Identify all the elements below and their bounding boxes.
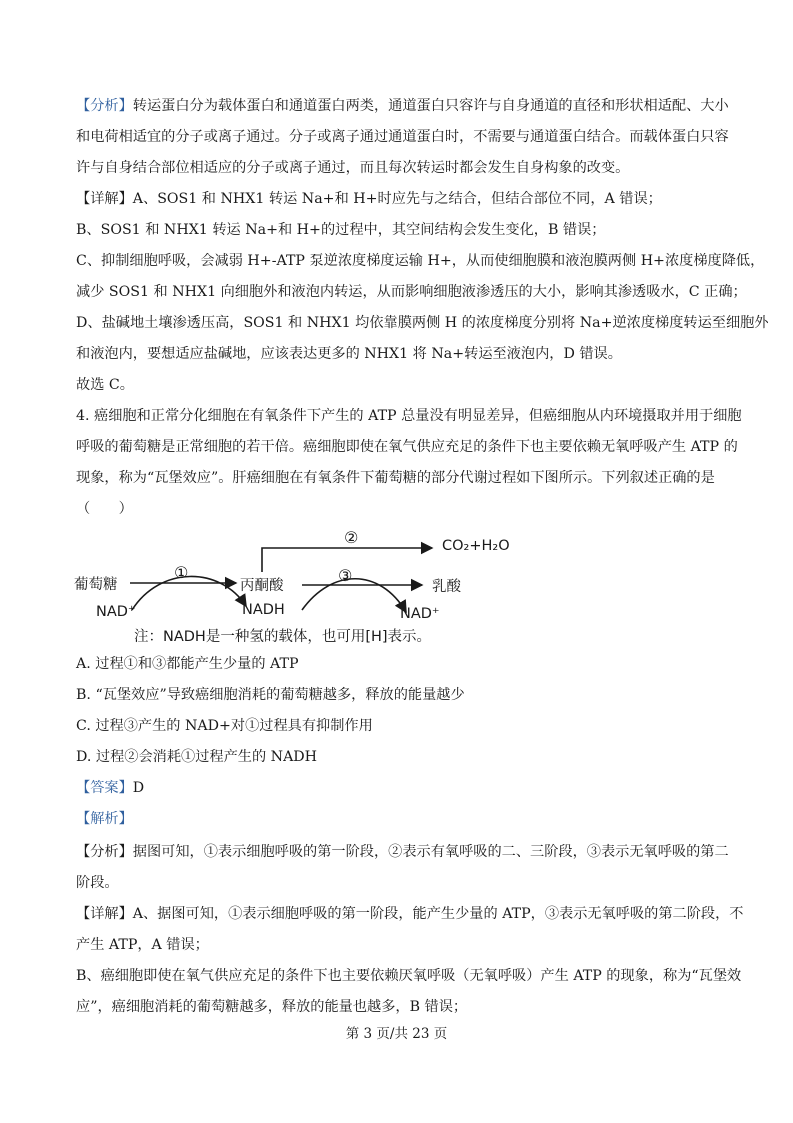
option-d: D. 过程②会消耗①过程产生的 NADH — [76, 749, 318, 765]
text-line: 【详解】A、SOS1 和 NHX1 转运 Na+和 H+时应先与之结合，但结合部位不同，A 错误； — [76, 191, 662, 207]
text-line: 和液泡内，要想适应盐碱地，应该表达更多的 NHX1 将 Na+转运至液泡内，D 错误。 — [76, 346, 622, 362]
diagram-note: 注：NADH是一种氢的载体，也可用[H]表示。 — [134, 629, 432, 645]
text-line: D、盐碱地土壤渗透压高，SOS1 和 NHX1 均依靠膜两侧 H 的浓度梯度分别将 Na+逆浓度梯度转运至细胞外 — [76, 315, 769, 331]
label-co2-h2o: CO₂+H₂O — [442, 538, 510, 554]
step1-marker: ① — [174, 563, 189, 582]
text-line: B、SOS1 和 NHX1 转运 Na+和 H+的过程中，其空间结构会发生变化，B 错误； — [76, 222, 606, 238]
question-stem: 4. 癌细胞和正常分化细胞在有氧条件下产生的 ATP 总量没有明显差异，但癌细胞从内环境摄取并用于细胞 — [76, 408, 742, 424]
text-line: 和电荷相适宜的分子或离子通过。分子或离子通过通道蛋白时，不需要与通道蛋白结合。而载体蛋白只容 — [76, 129, 729, 145]
step3-marker: ③ — [338, 566, 353, 585]
analysis-heading: 【解析】 — [76, 811, 133, 827]
step2-marker: ② — [344, 528, 359, 547]
arc-nad-to-nadh — [132, 576, 246, 610]
text-line: 【分析】据图可知，①表示细胞呼吸的第一阶段，②表示有氧呼吸的二、三阶段，③表示无氧呼吸的第二 — [76, 844, 729, 860]
text-line: 减少 SOS1 和 NHX1 向细胞外和液泡内转运，从而影响细胞液渗透压的大小，影响其渗透吸水，C 正确； — [76, 284, 747, 300]
page-footer: 第 3 页/共 23 页 — [345, 1026, 448, 1042]
text-line: 应”，癌细胞消耗的葡萄糖越多，释放的能量也越多，B 错误； — [76, 999, 468, 1015]
answer-line: 【答案】D — [76, 780, 145, 796]
option-b: B. “瓦堡效应”导致癌细胞消耗的葡萄糖越多，释放的能量越少 — [76, 687, 465, 703]
label-glucose: 葡萄糖 — [74, 577, 118, 593]
answer-blank: （ ） — [76, 501, 133, 517]
option-a: A. 过程①和③都能产生少量的 ATP — [76, 656, 299, 672]
question-stem: 现象，称为“瓦堡效应”。肝癌细胞在有氧条件下葡萄糖的部分代谢过程如下图所示。下列叙述正确的是 — [76, 470, 715, 486]
option-c: C. 过程③产生的 NAD+对①过程具有抑制作用 — [76, 718, 373, 734]
text-line: 阶段。 — [76, 875, 119, 891]
text-line: 【详解】A、据图可知，①表示细胞呼吸的第一阶段，能产生少量的 ATP，③表示无氧呼吸的第二阶段，不 — [76, 906, 744, 922]
question-stem: 呼吸的葡萄糖是正常细胞的若干倍。癌细胞即使在氧气供应充足的条件下也主要依赖无氧呼吸产生 ATP 的 — [76, 439, 738, 455]
label-nadh: NADH — [242, 602, 285, 618]
text-line: 产生 ATP，A 错误； — [76, 937, 209, 953]
arc-nadh-to-nad — [302, 579, 406, 612]
label-pyruvate: 丙酮酸 — [240, 578, 284, 594]
label-lactate: 乳酸 — [432, 579, 461, 595]
metabolism-diagram — [70, 528, 530, 648]
text-line: 【分析】转运蛋白分为载体蛋白和通道蛋白两类，通道蛋白只容许与自身通道的直径和形状相适配、大小 — [76, 98, 729, 114]
text-line: B、癌细胞即使在氧气供应充足的条件下也主要依赖厌氧呼吸（无氧呼吸）产生 ATP 的现象，称为“瓦堡效 — [76, 968, 742, 984]
label-nad-plus-2: NAD⁺ — [400, 606, 440, 622]
label-nad-plus: NAD⁺ — [96, 604, 136, 620]
text-line: C、抑制细胞呼吸，会减弱 H+-ATP 泵逆浓度梯度运输 H+，从而使细胞膜和液泡膜两侧 H+浓度梯度降低， — [76, 253, 765, 269]
text-line: 许与自身结合部位相适应的分子或离子通过，而且每次转运时都会发生自身构象的改变。 — [76, 160, 630, 176]
text-line: 故选 C。 — [76, 377, 134, 393]
